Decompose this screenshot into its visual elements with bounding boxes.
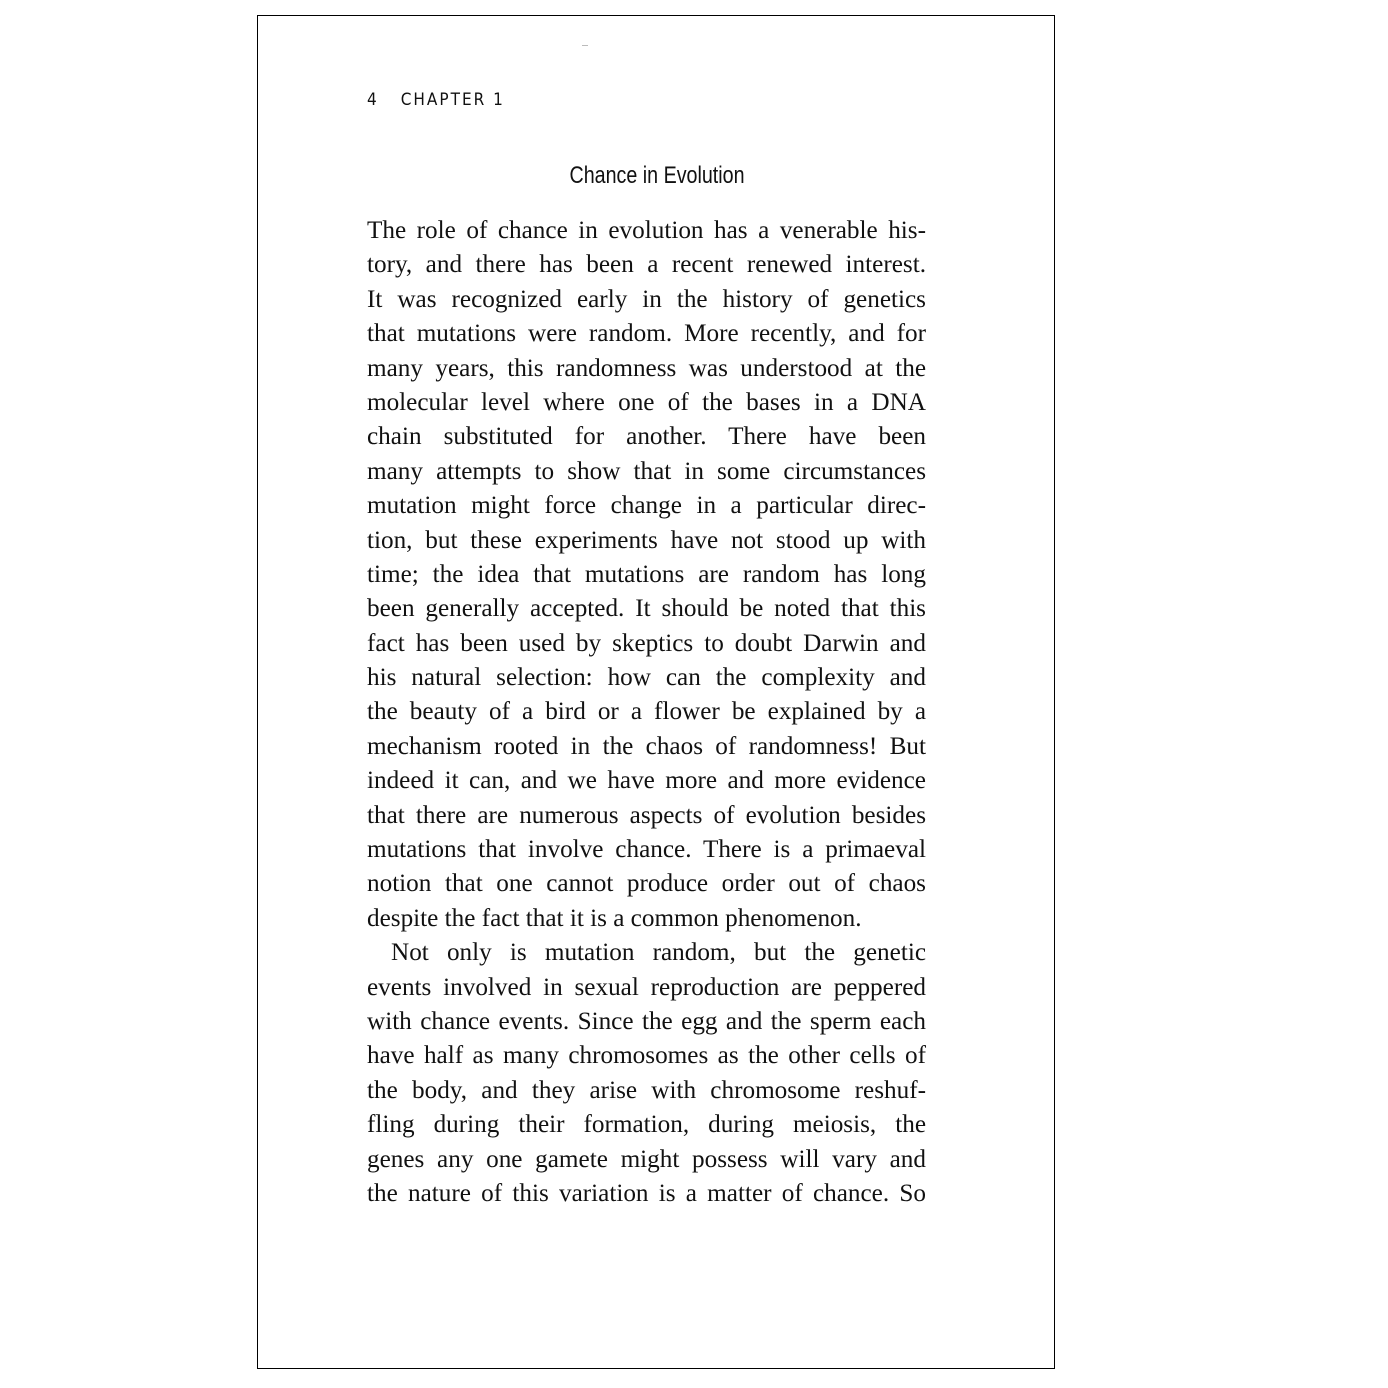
text-line: the nature of this variation is a matter of chance. So (367, 1179, 926, 1207)
text-line: the beauty of a bird or a flower be explained by a (367, 698, 926, 726)
text-line: Not only is mutation random, but the genetic (391, 939, 926, 967)
text-line: molecular level where one of the bases in a DNA (367, 388, 926, 416)
book-page (257, 15, 1055, 1369)
text-line: been generally accepted. It should be noted that this (367, 595, 926, 623)
text-line: The role of chance in evolution has a venerable his- (367, 217, 926, 244)
text-line: his natural selection: how can the complexity and (367, 664, 926, 692)
body-text (367, 214, 926, 1211)
text-line: mechanism rooted in the chaos of randomness! But (367, 732, 926, 760)
text-line: fact has been used by skeptics to doubt Darwin and (367, 629, 926, 657)
text-line: mutation might force change in a particular direc- (367, 492, 926, 520)
text-line: chain substituted for another. There have been (367, 423, 926, 451)
paragraph-2 (367, 936, 926, 1211)
text-line: genes any one gamete might possess will vary and (367, 1145, 926, 1173)
scan-speck (582, 45, 588, 46)
text-line: mutations that involve chance. There is a primaeval (367, 836, 926, 864)
text-line: tion, but these experiments have not stood up with (367, 526, 926, 554)
text-line: indeed it can, and we have more and more evidence (367, 767, 926, 795)
text-line: It was recognized early in the history of genetics (367, 285, 926, 313)
text-line: tory, and there has been a recent renewed interest. (367, 251, 926, 279)
text-line: many attempts to show that in some circumstances (367, 457, 926, 485)
running-header (367, 90, 505, 110)
text-line: with chance events. Since the egg and the sperm each (367, 1007, 926, 1035)
chapter-label: CHAPTER 1 (400, 90, 505, 110)
section-title: Chance in Evolution (569, 162, 745, 189)
paragraph-1 (367, 214, 926, 936)
text-line: time; the idea that mutations are random has long (367, 560, 926, 588)
text-line: many years, this randomness was understood at the (367, 354, 926, 382)
page-number: 4 (367, 90, 379, 110)
text-line: fling during their formation, during meiosis, the (367, 1111, 926, 1139)
text-line: despite the fact that it is a common phenomenon. (367, 904, 862, 932)
text-line: events involved in sexual reproduction are peppered (367, 973, 926, 1001)
text-line: have half as many chromosomes as the other cells of (367, 1042, 926, 1070)
text-line: the body, and they arise with chromosome reshuf- (367, 1076, 926, 1104)
text-line: that there are numerous aspects of evolution besides (367, 801, 926, 829)
text-line: that mutations were random. More recently, and for (367, 320, 926, 348)
text-line: notion that one cannot produce order out of chaos (367, 870, 926, 898)
